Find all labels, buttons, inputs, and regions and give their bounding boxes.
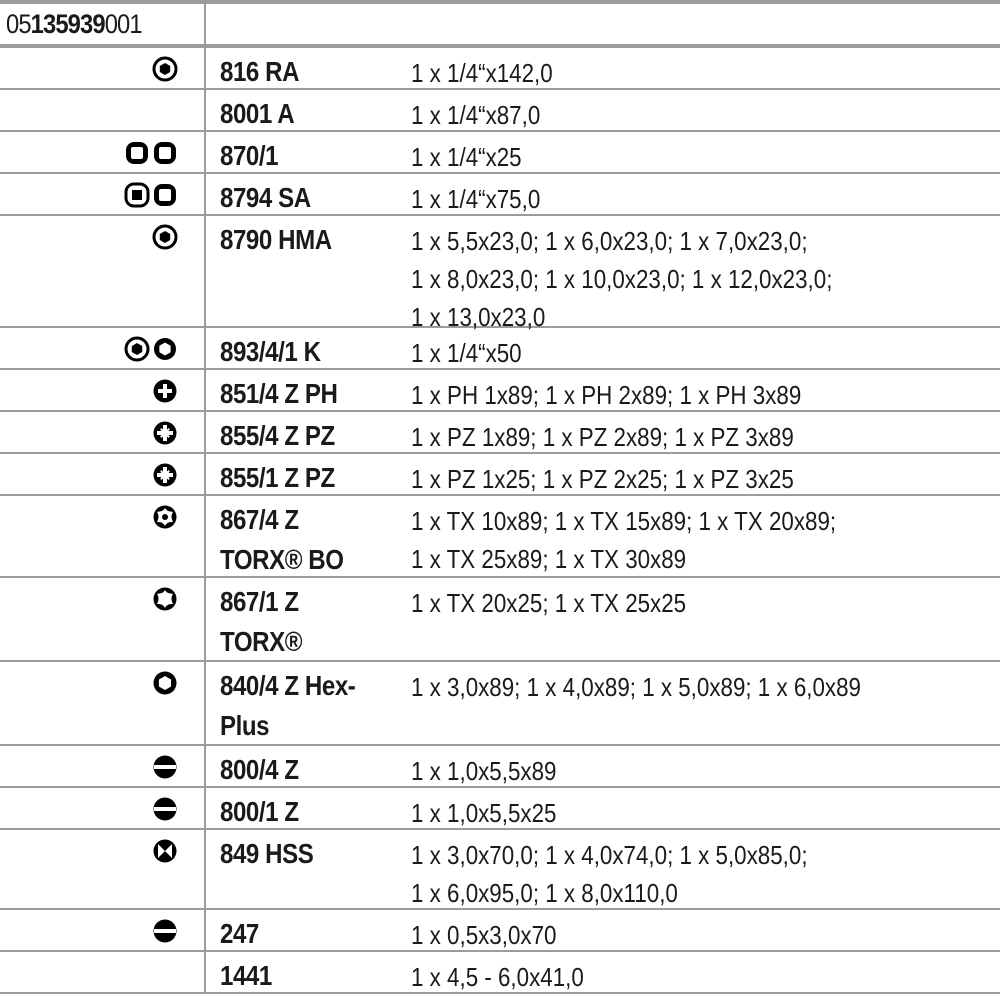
square-drive-outline-icon — [152, 182, 178, 208]
item-spec — [411, 794, 1000, 832]
hex-socket-icon — [152, 224, 178, 250]
item-spec — [411, 916, 1000, 954]
article-prefix: 05 — [6, 9, 31, 39]
item-spec-line: 1 x TX 10x89; 1 x TX 15x89; 1 x TX 20x89; — [411, 506, 837, 536]
item-code — [220, 52, 405, 92]
item-code-line: 855/4 Z PZ — [220, 420, 335, 451]
item-spec — [411, 418, 1000, 456]
item-code — [220, 914, 405, 954]
item-spec — [411, 668, 1000, 706]
drive-type-icons — [152, 378, 178, 404]
drive-type-icons — [152, 504, 178, 530]
table-row — [0, 90, 1000, 132]
drive-type-icons — [124, 140, 178, 166]
item-spec — [411, 138, 1000, 176]
table-row — [0, 910, 1000, 952]
icon-cell — [0, 578, 206, 660]
item-spec-line: 1 x 1/4“x75,0 — [411, 184, 541, 214]
item-spec — [411, 180, 1000, 218]
item-spec — [411, 54, 1000, 92]
icon-cell — [0, 174, 206, 214]
hss-drill-icon — [152, 838, 178, 864]
icon-cell — [0, 952, 206, 992]
item-code — [220, 582, 405, 662]
drive-type-icons — [152, 420, 178, 446]
item-spec-line: 1 x 3,0x89; 1 x 4,0x89; 1 x 5,0x89; 1 x 6,0x89 — [411, 672, 861, 702]
item-spec-line: 1 x PZ 1x25; 1 x PZ 2x25; 1 x PZ 3x25 — [411, 464, 794, 494]
slotted-icon — [152, 918, 178, 944]
phillips-icon — [152, 378, 178, 404]
item-spec-line: 1 x 1/4“x50 — [411, 338, 522, 368]
square-drive-outline-icon — [124, 140, 150, 166]
item-code — [220, 374, 405, 414]
item-code — [220, 458, 405, 498]
item-spec — [411, 584, 1000, 622]
drive-type-icons — [152, 754, 178, 780]
item-spec — [411, 334, 1000, 372]
item-spec — [411, 836, 1000, 912]
icon-cell — [0, 830, 206, 908]
item-spec-line: 1 x 1/4“x25 — [411, 142, 522, 172]
item-spec — [411, 502, 1000, 578]
header-row — [0, 4, 1000, 48]
item-spec-line: 1 x 6,0x95,0; 1 x 8,0x110,0 — [411, 878, 678, 908]
item-code-line: TORX® BO — [220, 544, 344, 575]
item-code-line: 870/1 — [220, 140, 279, 171]
item-code-line: 8790 HMA — [220, 224, 332, 255]
drive-type-icons — [152, 796, 178, 822]
pozidriv-icon — [152, 420, 178, 446]
item-spec-line: 1 x PH 1x89; 1 x PH 2x89; 1 x PH 3x89 — [411, 380, 802, 410]
item-code — [220, 136, 405, 176]
hex-socket-icon — [124, 336, 150, 362]
drive-type-icons — [152, 224, 178, 250]
item-spec — [411, 752, 1000, 790]
item-code-line: 800/1 Z — [220, 796, 299, 827]
item-spec — [411, 376, 1000, 414]
item-spec — [411, 96, 1000, 134]
drive-type-icons — [152, 586, 178, 612]
table-row — [0, 48, 1000, 90]
item-code — [220, 666, 405, 746]
table-row — [0, 788, 1000, 830]
pozidriv-icon — [152, 462, 178, 488]
item-code — [220, 500, 405, 580]
item-code-line: 247 — [220, 918, 259, 949]
icon-cell — [0, 412, 206, 452]
item-code — [220, 94, 405, 134]
table-row — [0, 216, 1000, 332]
table-row — [0, 746, 1000, 788]
torx-icon — [152, 586, 178, 612]
icon-cell — [0, 496, 206, 576]
torx-bo-icon — [152, 504, 178, 530]
item-spec-line: 1 x 1,0x5,5x89 — [411, 756, 557, 786]
icon-cell — [0, 454, 206, 494]
item-spec-line: 1 x TX 25x89; 1 x TX 30x89 — [411, 544, 687, 574]
item-code — [220, 750, 405, 790]
item-spec — [411, 958, 1000, 996]
icon-cell — [0, 216, 206, 326]
item-spec-line: 1 x TX 20x25; 1 x TX 25x25 — [411, 588, 687, 618]
item-code-line: 855/1 Z PZ — [220, 462, 335, 493]
slotted-icon — [152, 796, 178, 822]
item-spec-line: 1 x 1/4“x87,0 — [411, 100, 541, 130]
item-code-line: 1441 — [220, 960, 272, 991]
item-code — [220, 792, 405, 832]
item-spec-line: 1 x 3,0x70,0; 1 x 4,0x74,0; 1 x 5,0x85,0; — [411, 840, 808, 870]
item-code — [220, 332, 405, 372]
hex-outline-icon — [152, 336, 178, 362]
item-code-line: 867/1 Z — [220, 586, 299, 617]
item-code — [220, 416, 405, 456]
icon-cell — [0, 746, 206, 786]
item-spec-line: 1 x PZ 1x89; 1 x PZ 2x89; 1 x PZ 3x89 — [411, 422, 794, 452]
table-row — [0, 370, 1000, 412]
item-code-line: 849 HSS — [220, 838, 314, 869]
item-spec — [411, 222, 1000, 336]
item-spec-line: 1 x 13,0x23,0 — [411, 302, 546, 332]
item-spec-line: 1 x 1,0x5,5x25 — [411, 798, 557, 828]
item-spec-line: 1 x 0,5x3,0x70 — [411, 920, 557, 950]
icon-cell — [0, 132, 206, 172]
drive-type-icons — [124, 336, 178, 362]
item-code-line: 8001 A — [220, 98, 295, 129]
table-row — [0, 952, 1000, 994]
icon-cell — [0, 370, 206, 410]
item-spec-line: 1 x 8,0x23,0; 1 x 10,0x23,0; 1 x 12,0x23,0; — [411, 264, 833, 294]
item-code-line: 851/4 Z PH — [220, 378, 338, 409]
item-spec-line: 1 x 5,5x23,0; 1 x 6,0x23,0; 1 x 7,0x23,0; — [411, 226, 808, 256]
table-row — [0, 454, 1000, 496]
item-code — [220, 956, 405, 996]
hex-plus-icon — [152, 670, 178, 696]
item-code-line: 800/4 Z — [220, 754, 299, 785]
drive-type-icons — [152, 56, 178, 82]
icon-cell — [0, 910, 206, 950]
article-main: 135939 — [30, 9, 105, 39]
item-code — [220, 834, 405, 874]
table-row — [0, 662, 1000, 746]
item-spec — [411, 460, 1000, 498]
item-spec-line: 1 x 4,5 - 6,0x41,0 — [411, 962, 584, 992]
icon-cell — [0, 90, 206, 130]
table-row — [0, 132, 1000, 174]
table-row — [0, 174, 1000, 216]
icon-cell — [0, 788, 206, 828]
item-spec-line: 1 x 1/4“x142,0 — [411, 58, 553, 88]
item-code-line: 893/4/1 K — [220, 336, 321, 367]
table-row — [0, 830, 1000, 910]
header-empty-cell — [206, 4, 1000, 44]
item-code — [220, 220, 405, 260]
drive-type-icons — [152, 918, 178, 944]
icon-cell — [0, 662, 206, 744]
item-code-line: 840/4 Z Hex- — [220, 670, 356, 701]
item-code-line: TORX® — [220, 626, 303, 657]
drive-type-icons — [152, 670, 178, 696]
drive-type-icons — [152, 462, 178, 488]
table-row — [0, 328, 1000, 370]
icon-cell — [0, 328, 206, 368]
article-suffix: 001 — [104, 9, 142, 39]
square-drive-filled-icon — [124, 182, 150, 208]
drive-type-icons — [152, 838, 178, 864]
icon-cell — [0, 48, 206, 88]
drive-type-icons — [124, 182, 178, 208]
item-code — [220, 178, 405, 218]
table-row — [0, 496, 1000, 578]
item-code-line: 867/4 Z — [220, 504, 299, 535]
item-code-line: 816 RA — [220, 56, 300, 87]
slotted-icon — [152, 754, 178, 780]
table-row — [0, 412, 1000, 454]
square-drive-outline-icon — [152, 140, 178, 166]
article-number — [0, 4, 206, 44]
hex-socket-icon — [152, 56, 178, 82]
item-code-line: Plus — [220, 710, 270, 741]
table-row — [0, 578, 1000, 662]
item-code-line: 8794 SA — [220, 182, 311, 213]
